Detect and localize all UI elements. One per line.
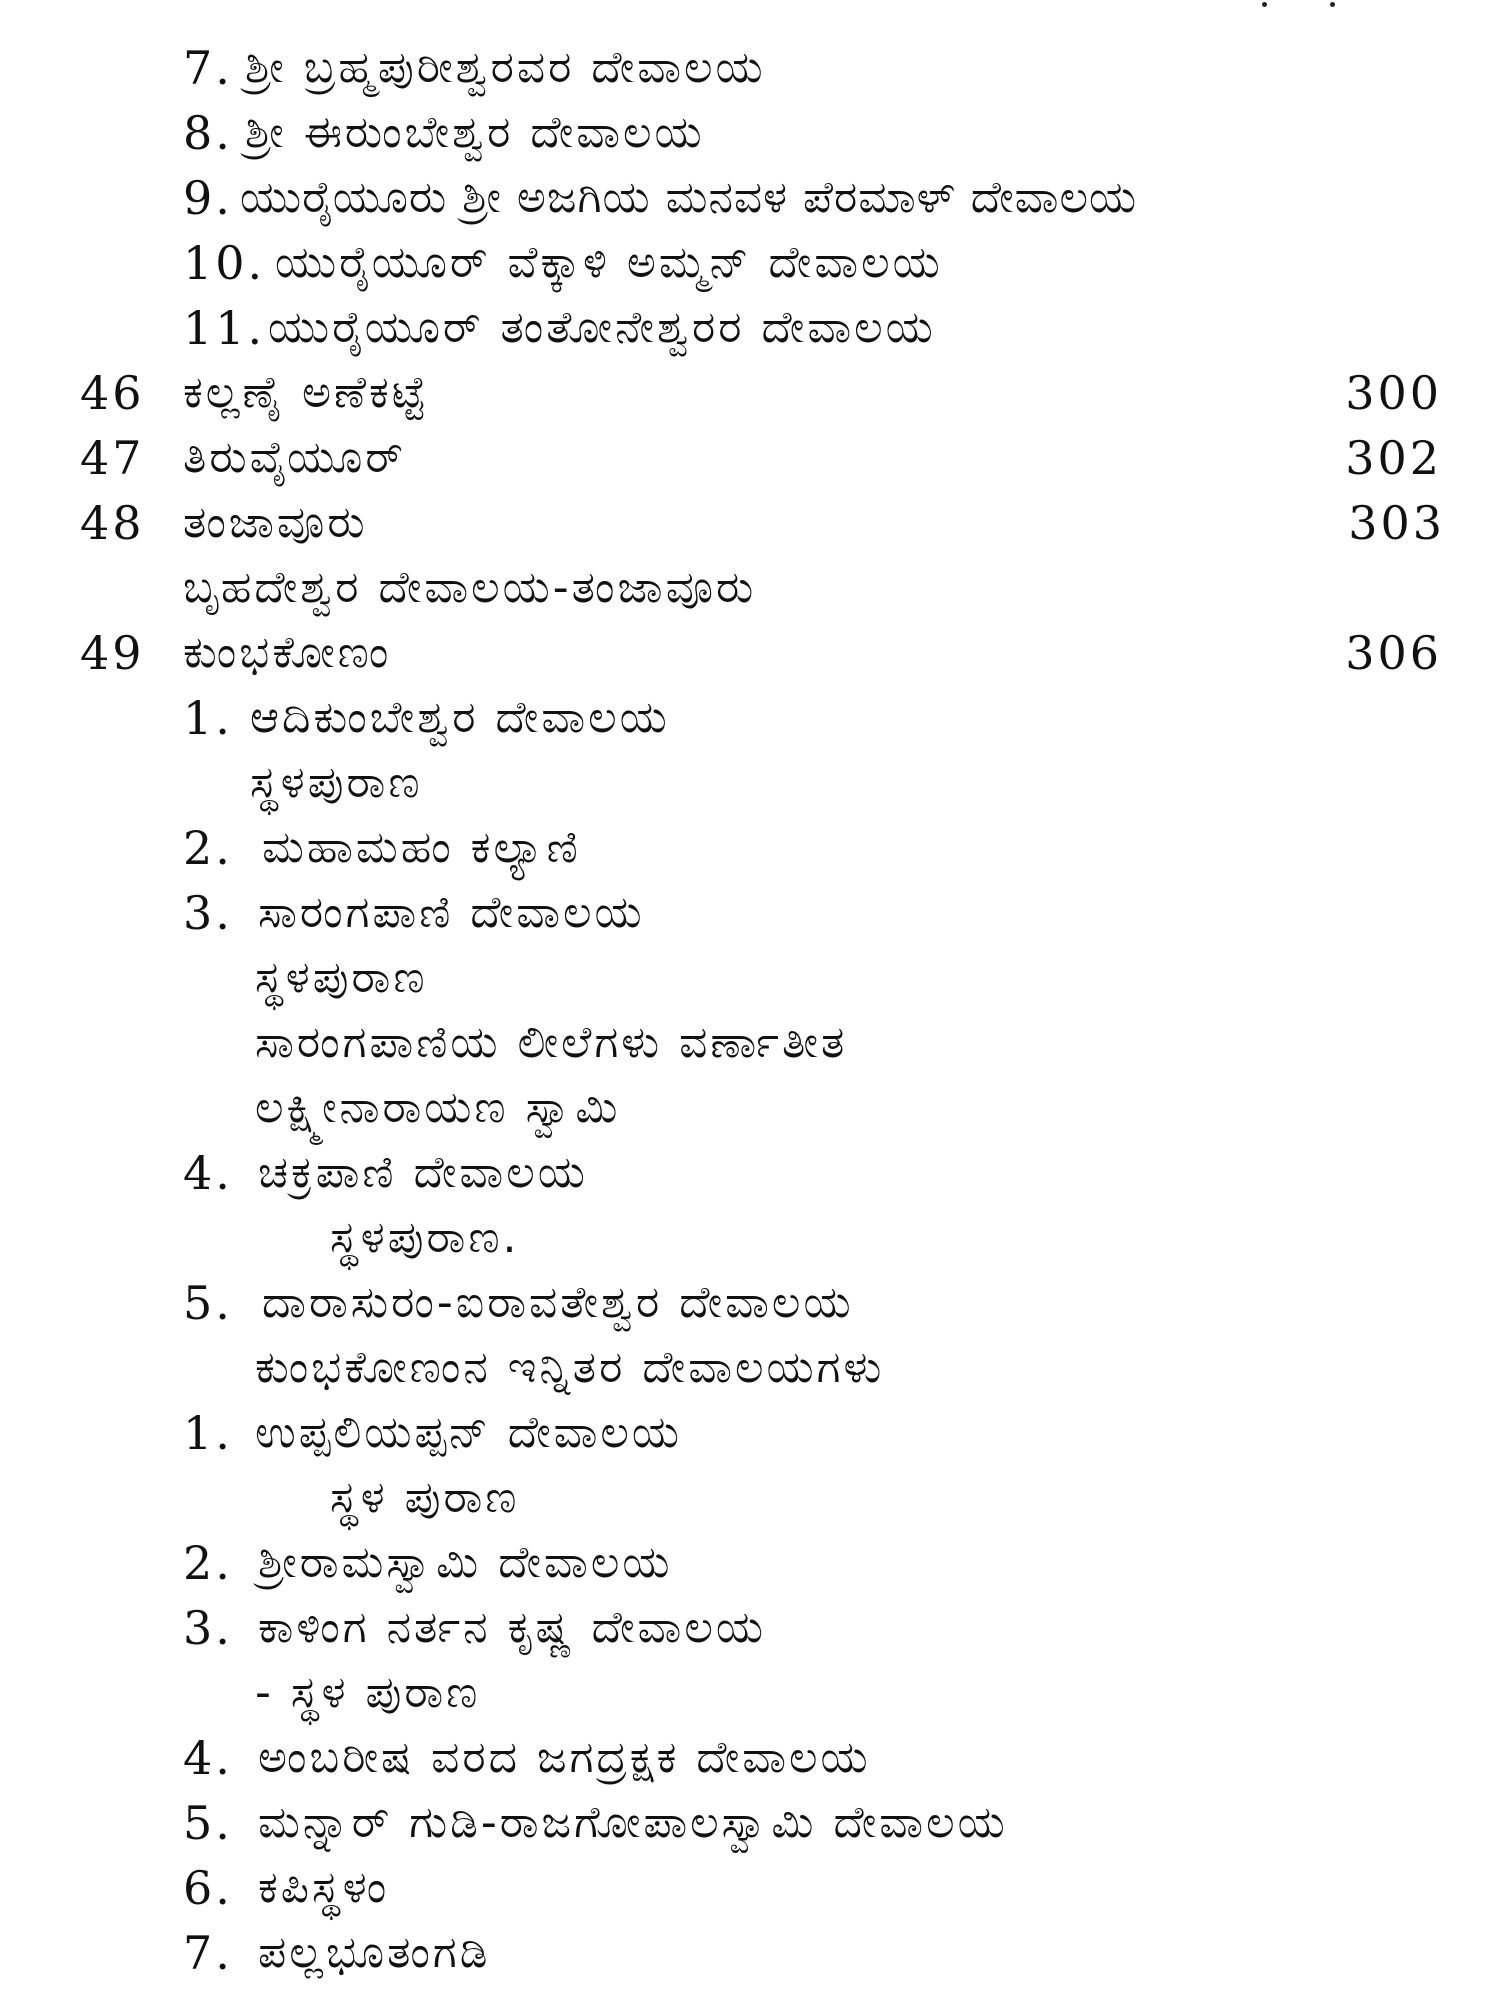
toc-entry [0, 1010, 1500, 1076]
entry-title: ಸ್ಥಳಪುರಾಣ [250, 757, 423, 808]
chapter-number: 46 [80, 366, 145, 420]
entry-title: ಯುರೈಯೂರು ಶ್ರೀ ಅಜಗಿಯ ಮನವಳ ಪೆರಮಾಳ್ ದೇವಾಲಯ [240, 172, 1138, 223]
entry-number: 4. [183, 1146, 233, 1200]
entry-number: 6. [183, 1861, 233, 1915]
entry-title: ಯುರೈಯೂರ್ ತಂತೋನೇಶ್ವರರ ದೇವಾಲಯ [268, 302, 936, 353]
entry-title: ಯುರೈಯೂರ್ ವೆಕ್ಕಾಳಿ ಅಮ್ಮನ್ ದೇವಾಲಯ [275, 237, 943, 288]
chapter-title: ಕುಂಭಕೋಣಂ [183, 627, 392, 678]
toc-entry [0, 1855, 1500, 1921]
entry-number: 3. [183, 886, 233, 940]
entry-title: ಸ್ಥಳ ಪುರಾಣ [330, 1472, 520, 1523]
toc-entry [0, 35, 1500, 101]
toc-chapter [0, 360, 1500, 426]
toc-entry [0, 880, 1500, 946]
entry-title: ಲಕ್ಷ್ಮೀನಾರಾಯಣ ಸ್ವಾಮಿ [255, 1082, 621, 1133]
entry-number: 2. [183, 821, 233, 875]
scan-speck [1330, 2, 1335, 7]
entry-title: ಸ್ಥಳಪುರಾಣ [255, 952, 428, 1003]
entry-title: ಉಪ್ಪಲಿಯಪ್ಪನ್ ದೇವಾಲಯ [255, 1407, 683, 1458]
entry-number: 8. [183, 106, 233, 160]
entry-title: ಮಹಾಮಹಂ ಕಲ್ಯಾಣಿ [262, 822, 581, 873]
scan-speck [1262, 2, 1267, 7]
toc-entry [0, 1920, 1500, 1986]
entry-number: 5. [183, 1796, 233, 1850]
toc-entry [0, 1205, 1500, 1271]
entry-title: ಸಾರಂಗಪಾಣಿಯ ಲೀಲೆಗಳು ವರ್ಣಾತೀತ [255, 1017, 848, 1068]
toc-entry [0, 100, 1500, 166]
entry-title: ಕಾಳಿಂಗ ನರ್ತನ ಕೃಷ್ಣ ದೇವಾಲಯ [258, 1602, 766, 1653]
toc-entry [0, 1400, 1500, 1466]
page-number: 300 [1345, 366, 1442, 420]
toc-entry [0, 815, 1500, 881]
toc-entry [0, 685, 1500, 751]
entry-number: 1. [183, 1406, 233, 1460]
toc-entry [0, 1660, 1500, 1726]
entry-number: 9. [183, 171, 233, 225]
chapter-number: 48 [80, 496, 145, 550]
toc-entry [0, 1595, 1500, 1661]
toc-chapter [0, 620, 1500, 686]
entry-title: ಬೃಹದೇಶ್ವರ ದೇವಾಲಯ-ತಂಜಾವೂರು [183, 562, 757, 613]
toc-entry [0, 1530, 1500, 1596]
page-number: 306 [1345, 626, 1442, 680]
entry-title: ಪಲ್ಲಭೂತಂಗಡಿ [258, 1927, 491, 1978]
chapter-title: ತಿರುವೈಯೂರ್ [183, 432, 406, 483]
entry-title: ಕಪಿಸ್ಥಳಂ [258, 1862, 390, 1913]
toc-entry [0, 1465, 1500, 1531]
entry-title: ಶ್ರೀ ಈರುಂಬೇಶ್ವರ ದೇವಾಲಯ [245, 107, 705, 158]
toc-entry [0, 165, 1500, 231]
entry-title: ಶ್ರೀರಾಮಸ್ವಾಮಿ ದೇವಾಲಯ [258, 1537, 673, 1588]
page-number: 302 [1345, 431, 1442, 485]
chapter-title: ಕಲ್ಲಣೈ ಅಣೆಕಟ್ಟೆ [183, 367, 429, 418]
entry-number: 7. [183, 1926, 233, 1980]
toc-entry [0, 1270, 1500, 1336]
toc-entry [0, 945, 1500, 1011]
chapter-number: 47 [80, 431, 145, 485]
toc-entry [0, 1075, 1500, 1141]
entry-number: 3. [183, 1601, 233, 1655]
entry-number: 7. [183, 41, 233, 95]
toc-entry [0, 555, 1500, 621]
entry-number: 4. [183, 1731, 233, 1785]
entry-title: ಸಾರಂಗಪಾಣಿ ದೇವಾಲಯ [258, 887, 645, 938]
toc-entry [0, 295, 1500, 361]
entry-title: ಮನ್ನಾರ್ ಗುಡಿ-ರಾಜಗೋಪಾಲಸ್ವಾಮಿ ದೇವಾಲಯ [258, 1797, 1008, 1848]
entry-title: ಅಂಬರೀಷ ವರದ ಜಗದ್ರಕ್ಷಕ ದೇವಾಲಯ [258, 1732, 871, 1783]
toc-chapter [0, 425, 1500, 491]
toc-entry [0, 1790, 1500, 1856]
entry-number: 11. [183, 301, 266, 355]
entry-number: 10. [183, 236, 266, 290]
page-number: 303 [1348, 496, 1445, 550]
toc-chapter [0, 490, 1500, 556]
entry-title: ಶ್ರೀ ಬ್ರಹ್ಮಪುರೀಶ್ವರವರ ದೇವಾಲಯ [245, 42, 766, 93]
entry-title: ದಾರಾಸುರಂ-ಐರಾವತೇಶ್ವರ ದೇವಾಲಯ [262, 1277, 854, 1328]
entry-number: 2. [183, 1536, 233, 1590]
entry-number: 5. [183, 1276, 233, 1330]
chapter-title: ತಂಜಾವೂರು [183, 497, 368, 548]
toc-entry [0, 230, 1500, 296]
toc-subheading [0, 1335, 1500, 1401]
chapter-number: 49 [80, 626, 145, 680]
toc-entry [0, 750, 1500, 816]
entry-title: ಕುಂಭಕೋಣಂನ ಇನ್ನಿತರ ದೇವಾಲಯಗಳು [255, 1342, 885, 1393]
entry-title: - ಸ್ಥಳ ಪುರಾಣ [255, 1667, 481, 1718]
toc-entry [0, 1725, 1500, 1791]
entry-title: ಸ್ಥಳಪುರಾಣ. [330, 1212, 520, 1263]
toc-entry [0, 1140, 1500, 1206]
entry-title: ಚಕ್ರಪಾಣಿ ದೇವಾಲಯ [258, 1147, 588, 1198]
entry-title: ಆದಿಕುಂಬೇಶ್ವರ ದೇವಾಲಯ [250, 692, 670, 743]
entry-number: 1. [183, 691, 233, 745]
